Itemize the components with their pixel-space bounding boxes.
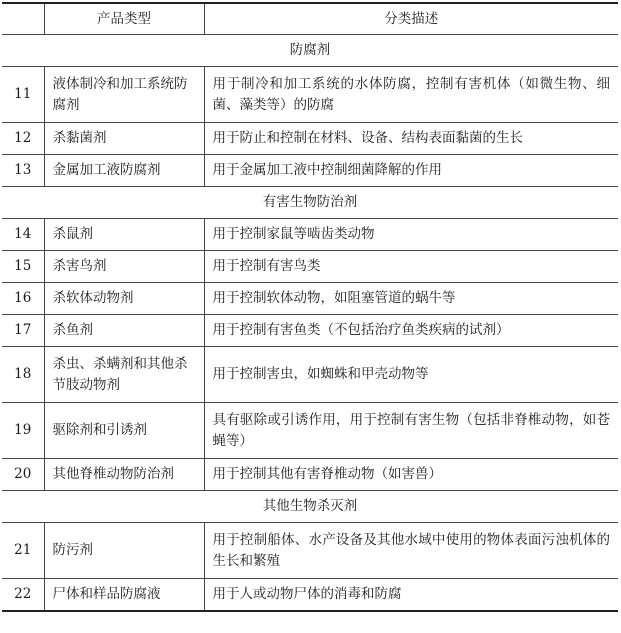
header-product-type: 产品类型 bbox=[44, 3, 204, 35]
type-description: 用于金属加工液中控制细菌降解的作用 bbox=[204, 155, 618, 187]
section-row bbox=[2, 187, 618, 219]
table-row bbox=[2, 315, 618, 347]
type-description: 用于控制害虫，如蜘蛛和甲壳动物等 bbox=[204, 347, 618, 403]
type-description: 用于防止和控制在材料、设备、结构表面黏菌的生长 bbox=[204, 123, 618, 155]
header-description: 分类描述 bbox=[204, 3, 618, 35]
row-number: 22 bbox=[2, 579, 44, 612]
product-type: 液体制冷和加工系统防腐剂 bbox=[44, 67, 204, 123]
product-type: 尸体和样品防腐液 bbox=[44, 579, 204, 612]
table-row bbox=[2, 123, 618, 155]
product-type: 驱除剂和引诱剂 bbox=[44, 403, 204, 459]
type-description: 用于控制有害鸟类 bbox=[204, 251, 618, 283]
type-description: 用于控制其他有害脊椎动物（如害兽） bbox=[204, 459, 618, 491]
table-row bbox=[2, 155, 618, 187]
classification-table bbox=[2, 2, 618, 612]
section-title: 防腐剂 bbox=[2, 35, 618, 67]
row-number: 16 bbox=[2, 283, 44, 315]
type-description: 用于人或动物尸体的消毒和防腐 bbox=[204, 579, 618, 612]
table-row bbox=[2, 283, 618, 315]
type-description: 具有驱除或引诱作用，用于控制有害生物（包括非脊椎动物，如苍蝇等） bbox=[204, 403, 618, 459]
table-row bbox=[2, 251, 618, 283]
product-type: 杀鼠剂 bbox=[44, 219, 204, 251]
row-number: 13 bbox=[2, 155, 44, 187]
product-type: 金属加工液防腐剂 bbox=[44, 155, 204, 187]
table-header bbox=[2, 3, 618, 35]
header-row bbox=[2, 3, 618, 35]
type-description: 用于控制家鼠等啮齿类动物 bbox=[204, 219, 618, 251]
row-number: 11 bbox=[2, 67, 44, 123]
row-number: 12 bbox=[2, 123, 44, 155]
type-description: 用于控制软体动物，如阻塞管道的蜗牛等 bbox=[204, 283, 618, 315]
table-row bbox=[2, 523, 618, 579]
product-type: 杀害鸟剂 bbox=[44, 251, 204, 283]
table-row bbox=[2, 347, 618, 403]
product-type: 杀虫、杀螨剂和其他杀节肢动物剂 bbox=[44, 347, 204, 403]
table-row bbox=[2, 459, 618, 491]
table-row bbox=[2, 67, 618, 123]
row-number: 19 bbox=[2, 403, 44, 459]
section-title: 有害生物防治剂 bbox=[2, 187, 618, 219]
row-number: 21 bbox=[2, 523, 44, 579]
section-title: 其他生物杀灭剂 bbox=[2, 491, 618, 523]
table-row bbox=[2, 579, 618, 612]
section-row bbox=[2, 491, 618, 523]
table-row bbox=[2, 403, 618, 459]
table-body bbox=[2, 35, 618, 612]
table-row bbox=[2, 219, 618, 251]
product-type: 杀软体动物剂 bbox=[44, 283, 204, 315]
row-number: 17 bbox=[2, 315, 44, 347]
product-type: 防污剂 bbox=[44, 523, 204, 579]
product-type: 杀鱼剂 bbox=[44, 315, 204, 347]
type-description: 用于控制有害鱼类（不包括治疗鱼类疾病的试剂） bbox=[204, 315, 618, 347]
row-number: 14 bbox=[2, 219, 44, 251]
product-type: 其他脊椎动物防治剂 bbox=[44, 459, 204, 491]
row-number: 18 bbox=[2, 347, 44, 403]
product-type: 杀黏菌剂 bbox=[44, 123, 204, 155]
row-number: 20 bbox=[2, 459, 44, 491]
section-row bbox=[2, 35, 618, 67]
type-description: 用于控制船体、水产设备及其他水域中使用的物体表面污浊机体的生长和繁殖 bbox=[204, 523, 618, 579]
row-number: 15 bbox=[2, 251, 44, 283]
type-description: 用于制冷和加工系统的水体防腐，控制有害机体（如微生物、细菌、藻类等）的防腐 bbox=[204, 67, 618, 123]
header-number bbox=[2, 3, 44, 35]
